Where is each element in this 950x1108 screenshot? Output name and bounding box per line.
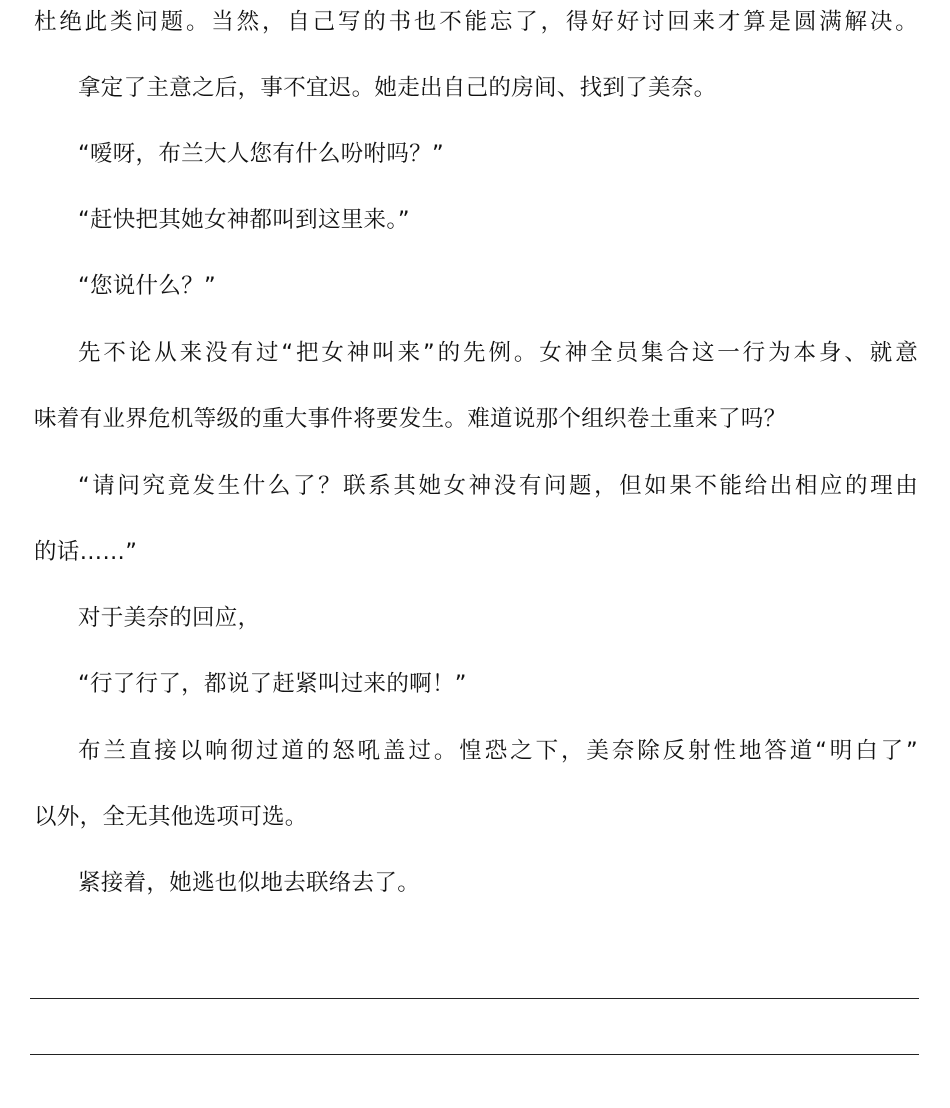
text-line-9: 的话……” (34, 539, 138, 565)
text-line-14: 紧接着，她逃也似地去联络去了。 (78, 870, 421, 896)
text-line-6: 先不论从来没有过“把女神叫来”的先例。女神全员集合这一行为本身、就意 (78, 340, 918, 366)
text-line-8: “请问究竟发生什么了？联系其她女神没有问题，但如果不能给出相应的理由 (78, 473, 918, 499)
text-line-3: “嗳呀，布兰大人您有什么吩咐吗？” (78, 141, 444, 167)
text-line-1: 杜绝此类问题。当然，自己写的书也不能忘了，得好好讨回来才算是圆满解决。 (34, 9, 918, 35)
divider-line-upper (30, 998, 919, 999)
text-line-2: 拿定了主意之后，事不宜迟。她走出自己的房间、找到了美奈。 (78, 75, 717, 101)
text-line-13: 以外，全无其他选项可选。 (34, 804, 308, 830)
text-line-11: “行了行了，都说了赶紧叫过来的啊！” (78, 671, 467, 697)
text-line-12: 布兰直接以响彻过道的怒吼盖过。惶恐之下，美奈除反射性地答道“明白了” (78, 738, 918, 764)
text-line-10: 对于美奈的回应， (78, 605, 261, 631)
text-line-4: “赶快把其她女神都叫到这里来。” (78, 207, 410, 233)
divider-line-lower (30, 1054, 919, 1055)
text-line-7: 味着有业界危机等级的重大事件将要发生。难道说那个组织卷土重来了吗？ (34, 406, 787, 432)
text-line-5: “您说什么？” (78, 273, 216, 299)
